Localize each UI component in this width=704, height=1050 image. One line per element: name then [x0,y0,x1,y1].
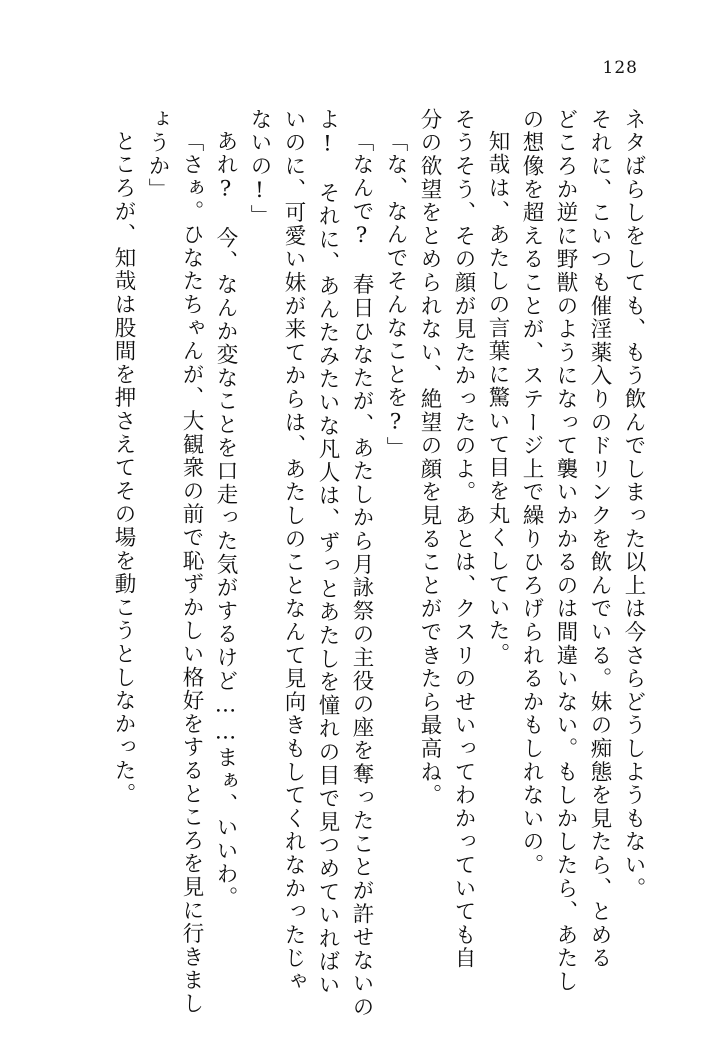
text-column: ネタばらしをしても、もう飲んでしまった以上は今さらどうしようもない。 [621,108,646,901]
text-column: どころか逆に野獣のようになって襲いかかるのは間違いない。もしかしたら、あたし [553,108,578,994]
text-column: あれ? 今、なんか変なことを口走った気がするけど……まぁ、いいわ。 [213,130,238,910]
text-column: そうそう、その顔が見たかったのよ。あとは、クスリのせいってわかっていても自 [451,108,476,971]
text-column: いのに、可愛い妹が来てからは、あたしのことなんて見向きもしてくれなかったじゃ [281,108,306,994]
text-column: の想像を超えることが、ステージ上で繰りひろげられるかもしれないの。 [519,108,544,877]
text-column: それに、こいつも催淫薬入りのドリンクを飲んでいる。妹の痴態を見たら、とめる [587,108,612,971]
text-column: ょうか」 [145,108,170,202]
text-column: よ! それに、あんたみたいな凡人は、ずっとあたしを憧れの目で見つめていればい [315,108,340,997]
text-column: 「なんで? 春日ひなたが、あたしから月詠祭の主役の座を奪ったことが許せないの [349,130,374,1019]
text-column: 「な、なんでそんなことを?」 [383,130,408,460]
text-column: ところが、知哉は股間を押さえてその場を動こうとしなかった。 [111,130,136,806]
text-column: 知哉は、あたしの言葉に驚いて目を丸くしていた。 [485,130,510,666]
vertical-text-body [60,108,646,1019]
text-column: ないの!」 [247,108,272,228]
page-number: 128 [602,58,638,78]
text-column: 「さぁ。ひなたちゃんが、大観衆の前で恥ずかしい格好をするところを見に行きまし [179,130,204,1016]
text-column: 分の欲望をとめられない、絶望の顔を見ることができたら最高ね。 [417,108,442,807]
